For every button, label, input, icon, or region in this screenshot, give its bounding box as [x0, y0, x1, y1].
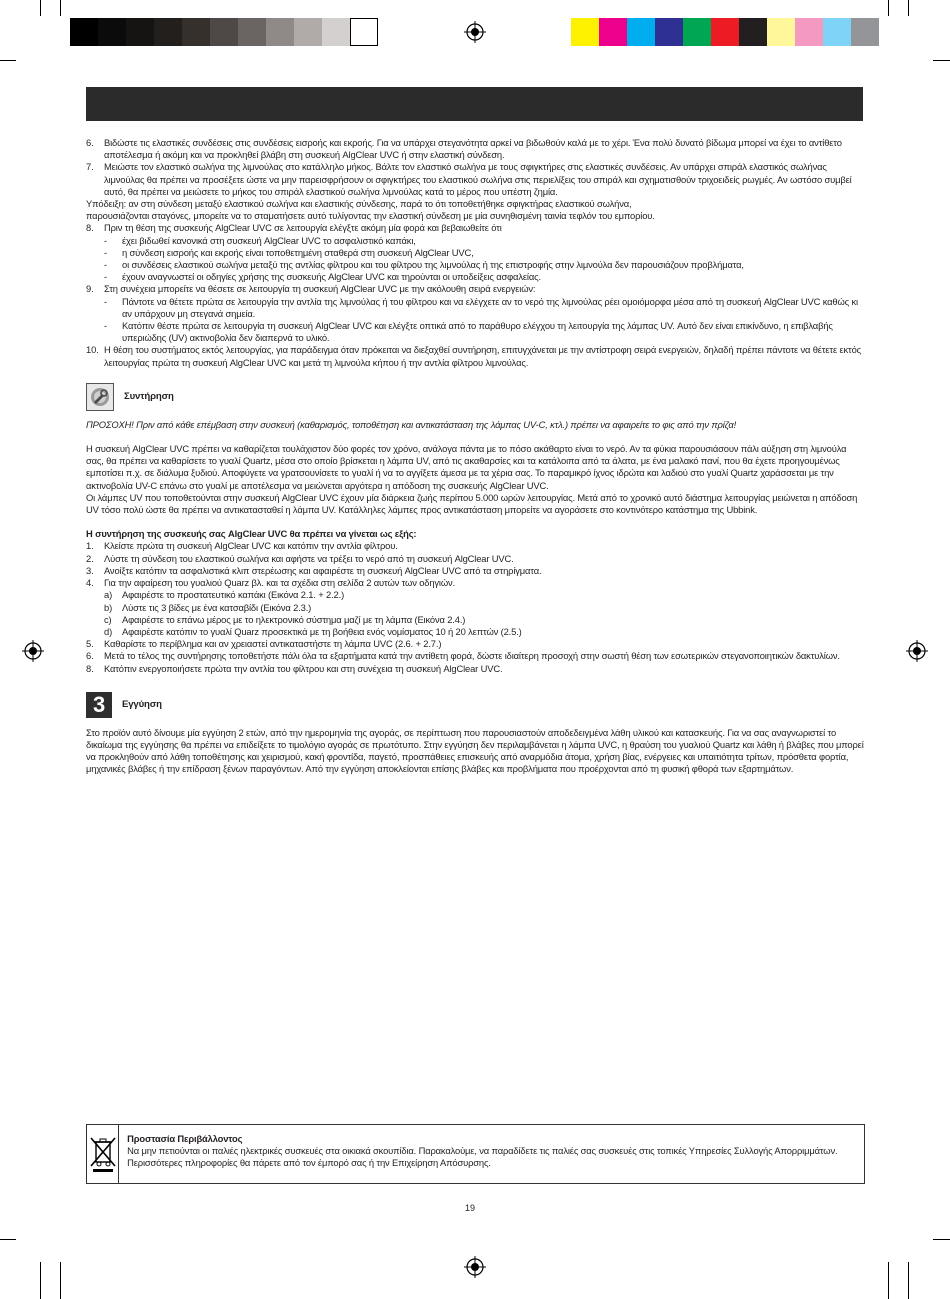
list-item — [86, 137, 866, 161]
maintenance-icon — [86, 383, 114, 411]
list-item — [86, 553, 866, 565]
list-item — [86, 296, 866, 320]
crop-mark — [933, 60, 950, 61]
list-item: 8. Πριν τη θέση της συσκευής AlgClear UVC σε λειτουργία ελέγξτε ακόμη μία φορά και βεβαιωθείτε ότι — [86, 222, 502, 234]
list-text: Κατόπιν θέστε πρώτα σε λειτουργία τη συσκευή AlgClear UVC και ελέγξτε οπτικά από το παράθυρο ελέγχου τη λειτουργία της λάμπας UV. Αυτό δεν είναι επικίνδυνο, η επιβλαβής υπεριώδης (UV) ακτινοβολία δεν διαπερνά το υλικό. — [122, 320, 833, 344]
color-swatch — [655, 18, 683, 46]
registration-mark-icon — [464, 1256, 486, 1278]
color-swatch — [126, 18, 154, 46]
maintenance-steps-continued — [86, 638, 866, 675]
list-marker: 2. — [86, 552, 94, 564]
list-marker: b) — [104, 601, 113, 613]
crop-mark — [40, 0, 41, 16]
environment-notice — [86, 1124, 865, 1184]
list-text: Αφαιρέστε κατόπιν το γυαλί Quarz προσεκτικά με τη βοήθεια ενός νομίσματος 10 ή 20 λεπτών (2.5.) — [122, 625, 522, 637]
section-number-badge: 3 — [86, 692, 112, 718]
environment-text: Να μην πετιούνται οι παλιές ηλεκτρικές συσκευές στα οικιακά σκουπίδια. Παρακαλούμε, να παραδίδετε τις παλιές σας συσκευές στις τοπικές Υπηρεσίες Συλλογής Απορριμμάτων. Περισσότερες πληροφορίες θα πάρετε από τον έμπορό σας ή την Επιχείρηση Απόσυρσης. — [127, 1145, 838, 1169]
list-text: Καθαρίστε το περίβλημα και αν χρειαστεί αντικαταστήστε τη λάμπα UVC (2.6. + 2.7.) — [104, 638, 442, 650]
color-swatch — [851, 18, 879, 46]
paragraph: Η συσκευή AlgClear UVC πρέπει να καθαρίζεται τουλάχιστον δύο φορές τον χρόνο, ανάλογα πάντα με το πόσο ακάθαρτο είναι το νερό. Αν τα φύκια παρουσιάσουν πάλι αύξηση στη λιμνούλα σας, θα πρέπει να καθαρίσετε το γυαλί Quartz, μέσα στο οποίο βρίσκεται η λάμπα UV, από τις ακαθαρσίες και τα κατάλοιπα από τα άλατα, με ένα μαλακό πανί, που θα έχετε προηγουμένως εμποτίσει π.χ. σε διάλυμα ξυδιού. Αποφύγετε να γρατσουνίσετε το γυαλί ή να το αγγίξετε άμεσα με τα χέρια σας. Το παραμικρό ίχνος ιδρώτα και λαδιού στο γυαλί Quartz χαράσσεται με την ακτινοβολία UV-C επάνω στο γυαλί με αποτέλεσμα να μειώνεται αργότερα η απόδοση της συσκευής AlgClear UVC. — [86, 443, 847, 491]
list-marker: 1. — [86, 540, 94, 552]
color-swatch — [182, 18, 210, 46]
list-text: η σύνδεση εισροής και εκροής είναι τοποθετημένη σταθερά στη συσκευή AlgClear UVC, — [122, 246, 474, 258]
crop-mark — [0, 1239, 16, 1240]
list-text: έχουν αναγνωστεί οι οδηγίες χρήσης της συσκευής AlgClear UVC και τηρούνται οι υποδείξεις ασφαλείας. — [122, 271, 541, 283]
list-text: Λύστε τις 3 βίδες με ένα κατσαβίδι (Εικόνα 2.3.) — [122, 601, 312, 613]
paragraph: Οι λάμπες UV που τοποθετούνται στην συσκευή AlgClear UVC έχουν μία διάρκεια ζωής περίπου 5.000 ωρών λειτουργίας. Μετά από το χρονικό αυτό διάστημα λειτουργίας μειώνεται η απόδοση UV τόσο πολύ ώστε θα πρέπει να αντικατασταθεί η λάμπα UV. Κατάλληλες λάμπες προς αντικατάσταση μπορείτε να αγοράσετε στο κοντινότερο κατάστημα της Ubbink. — [86, 491, 858, 516]
list-marker: - — [104, 271, 107, 283]
maintenance-steps — [86, 540, 866, 589]
section-title: Συντήρηση — [124, 390, 174, 402]
color-swatch — [70, 18, 98, 46]
warranty-section-header — [86, 691, 866, 719]
crop-mark — [888, 0, 889, 16]
color-swatch — [266, 18, 294, 46]
list-item — [86, 614, 866, 626]
color-swatch — [238, 18, 266, 46]
list-item — [86, 540, 866, 552]
list-text: Βιδώστε τις ελαστικές συνδέσεις στις συνδέσεις εισροής και εκροής. Για να υπάρχει στεγανότητα αρκεί να βιδωθούν καλά με το χέρι. Ένα πολύ δυνατό βίδωμα μπορεί να έχει το αντίθετο αποτέλεσμα ή ακόμη και να προκληθεί βλάβη στη συσκευή AlgClear UVC ή στην ελαστική σύνδεση. — [104, 137, 842, 161]
maintenance-substeps — [86, 589, 866, 638]
color-swatch — [823, 18, 851, 46]
installation-steps — [86, 137, 866, 198]
crop-mark — [888, 1262, 889, 1299]
crop-mark — [60, 0, 61, 16]
list-item — [86, 565, 866, 577]
list-marker: - — [104, 259, 107, 271]
crop-mark — [0, 60, 16, 61]
list-item — [86, 626, 866, 638]
list-item — [86, 589, 866, 601]
crossed-bin-icon — [87, 1125, 119, 1183]
color-swatch — [795, 18, 823, 46]
item9-sublist — [86, 296, 866, 345]
list-marker: c) — [104, 613, 112, 625]
crop-mark — [908, 1262, 909, 1299]
color-swatch — [154, 18, 182, 46]
registration-mark-icon — [464, 21, 486, 43]
list-text: Αφαιρέστε το επάνω μέρος με το ηλεκτρονικό σύστημα μαζί με τη λάμπα (Εικόνα 2.4.) — [122, 613, 466, 625]
warranty-text: Στο προϊόν αυτό δίνουμε μία εγγύηση 2 ετών, από την ημερομηνία της αγοράς, σε περίπτωση που παρουσιαστούν αποδεδειγμένα λάθη υλικού και κατασκευής. Για να σας αναγνωριστεί το δικαίωμα της εγγύησης θα πρέπει να επιδείξετε το τιμολόγιο αγοράς σε πρωτότυπο. Στην εγγύηση δεν περιλαμβάνεται η λάμπα UVC, η θραύση του γυαλιού Quartz και λάθη ή βλάβες που μπορεί να προκληθούν από λάθη τοποθέτησης και χειρισμού, κακή φροντίδα, παγετό, προσπάθειες επισκευής από αναρμόδια άτομα, χρήση βίας, ενέργειες και υπαιτιότητα τρίτων, πρόσθετα φορτία, μηχανικές βλάβες ή την επίδραση ξένων παραγόντων. Από την εγγύηση αποκλείονται επίσης βλάβες και προβλήματα που προέρχονται από τη φυσική φθορά των εξαρτημάτων. — [86, 726, 864, 775]
list-text: Λύστε τη σύνδεση του ελαστικού σωλήνα και αφήστε να τρέξει το νερό από τη συσκευή AlgClear UVC. — [104, 552, 514, 564]
hint-line: παρουσιάζονται σταγόνες, μπορείτε να το σταματήσετε αυτό τυλίγοντας την ελαστική σύνδεση με μία συνηθισμένη ταινία τεφλόν του εμπορίου. — [86, 210, 655, 222]
list-marker: 6. — [86, 137, 94, 148]
list-text: Κατόπιν ενεργοποιήσετε πρώτα την αντλία του φίλτρου και στη συνέχεια τη συσκευή AlgClear UVC. — [104, 662, 503, 674]
list-item: 9. Στη συνέχεια μπορείτε να θέσετε σε λειτουργία τη συσκευή AlgClear UVC με την ακόλουθη σειρά ενεργειών: — [86, 283, 536, 295]
list-item — [86, 320, 866, 344]
header-band — [86, 87, 863, 121]
list-text: Μετά το τέλος της συντήρησης τοποθετήστε πάλι όλα τα εξαρτήματα κατά την αντίθετη φορά, δώστε ιδιαίτερη προσοχή στην σωστή θέση των εσωτερικών στεγανοποιητικών δακτυλίων. — [104, 650, 840, 662]
color-swatch — [294, 18, 322, 46]
crop-mark — [908, 0, 909, 16]
list-item — [86, 638, 866, 650]
crop-mark — [933, 1239, 950, 1240]
list-item — [86, 577, 866, 589]
steps-heading: Η συντήρηση της συσκευής σας AlgClear UVC θα πρέπει να γίνεται ως εξής: — [86, 528, 417, 540]
color-swatch — [767, 18, 795, 46]
color-swatch — [711, 18, 739, 46]
list-text: Κλείστε πρώτα τη συσκευή AlgClear UVC και κατόπιν την αντλία φίλτρου. — [104, 540, 398, 552]
list-item — [86, 161, 866, 198]
list-item — [86, 247, 866, 259]
page-number: 19 — [465, 1203, 476, 1213]
color-swatch — [210, 18, 238, 46]
list-marker: - — [104, 320, 107, 332]
list-text: Αφαιρέστε το προστατευτικό καπάκι (Εικόνα 2.1. + 2.2.) — [122, 589, 345, 601]
list-marker: 8. — [86, 662, 94, 674]
crop-mark — [40, 1262, 41, 1299]
main-content — [86, 137, 866, 776]
list-item — [86, 235, 866, 247]
list-marker: - — [104, 246, 107, 258]
registration-mark-icon — [906, 640, 928, 662]
color-swatch — [350, 18, 378, 46]
list-marker: a) — [104, 589, 113, 601]
list-marker: 4. — [86, 577, 94, 589]
list-item — [86, 602, 866, 614]
list-text: οι συνδέσεις ελαστικού σωλήνα μεταξύ της αντλίας φίλτρου και του φίλτρου της λιμνούλας ή της επιστροφής στην λιμνούλα δεν παρουσιάζουν προβλήματα, — [122, 259, 744, 271]
registration-mark-icon — [22, 640, 44, 662]
color-swatch — [98, 18, 126, 46]
list-marker: 7. — [86, 161, 94, 173]
environment-title: Προστασία Περιβάλλοντος — [127, 1133, 243, 1144]
list-item: 10. Η θέση του συστήματος εκτός λειτουργίας, για παράδειγμα όταν πρόκειται να διεξαχθεί συντήρηση, επιτυγχάνεται με την αντίστροφη σειρά ενεργειών, δηλαδή πρέπει πάντοτε να θέτετε εκτός λειτουργίας πρώτα τη συσκευή AlgClear UVC και μετά τη λιμνούλα κήπου ή την αντλία φίλτρου λιμνούλας. — [86, 344, 862, 368]
hint-line: Υπόδειξη: αν στη σύνδεση μεταξύ ελαστικού σωλήνα και ελαστικής σύνδεσης, παρά το ότι τοποθετήθηκε σφιγκτήρας ελαστικού σωλήνα, — [86, 198, 632, 210]
list-marker: 6. — [86, 650, 94, 662]
list-text: έχει βιδωθεί κανονικά στη συσκευή AlgClear UVC το ασφαλιστικό καπάκι, — [122, 234, 416, 246]
color-swatch — [599, 18, 627, 46]
maintenance-section-header — [86, 383, 866, 411]
list-item — [86, 663, 866, 675]
list-text: Για την αφαίρεση του γυαλιού Quarz βλ. και τα σχέδια στη σελίδα 2 αυτών των οδηγιών. — [104, 577, 456, 589]
list-item — [86, 650, 866, 662]
color-swatch — [571, 18, 599, 46]
item8-sublist — [86, 235, 866, 284]
color-swatch — [683, 18, 711, 46]
warning-text: ΠΡΟΣΟΧΗ! Πριν από κάθε επέμβαση στην συσκευή (καθαρισμός, τοποθέτηση και αντικατάσταση της λάμπας UV-C, κτλ.) πρέπει να αφαιρείτε το φις από την πρίζα! — [86, 418, 737, 430]
color-swatch — [627, 18, 655, 46]
list-marker: - — [104, 295, 107, 307]
crop-mark — [60, 1262, 61, 1299]
list-text: Ανοίξτε κατόπιν τα ασφαλιστικά κλιπ στερέωσης και αφαιρέστε τη συσκευή AlgClear UVC από τα στηρίγματα. — [104, 564, 542, 576]
list-item — [86, 259, 866, 271]
color-swatch — [739, 18, 767, 46]
color-swatch — [322, 18, 350, 46]
list-marker: d) — [104, 625, 113, 637]
list-marker: 3. — [86, 564, 94, 576]
list-item — [86, 271, 866, 283]
section-title: Εγγύηση — [122, 698, 162, 710]
list-text: Μειώστε τον ελαστικό σωλήνα της λιμνούλας στο κατάλληλο μήκος. Βάλτε τον ελαστικό σωλήνα με τους σφιγκτήρες στις ελαστικές συνδέσεις. Αν υπάρχει σπιράλ ελαστικός σωλήνας λιμνούλας θα πρέπει να προσέξετε ώστε να μην παρεισφρήσουν οι σφιγκτήρες του ελαστικού σωλήνα στις περιελίξεις του σπιράλ και σχηματισθούν τριχοειδείς ρωγμές. Αν ωστόσο συμβεί αυτό, θα πρέπει να μειώσετε το μήκος του σπιράλ ελαστικού σωλήνα λιμνούλας κατά το μέρος που υπέστη ζημία. — [104, 161, 852, 197]
list-marker: - — [104, 234, 107, 246]
list-marker: 5. — [86, 638, 94, 650]
list-text: Πάντοτε να θέτετε πρώτα σε λειτουργία την αντλία της λιμνούλας ή του φίλτρου και να ελέγχετε αν το νερό της λιμνούλας ρέει ομοιόμορφα μέσα από τη συσκευή AlgClear UVC καθώς κι αν υπάρχουν μη στεγανά σημεία. — [122, 295, 858, 319]
